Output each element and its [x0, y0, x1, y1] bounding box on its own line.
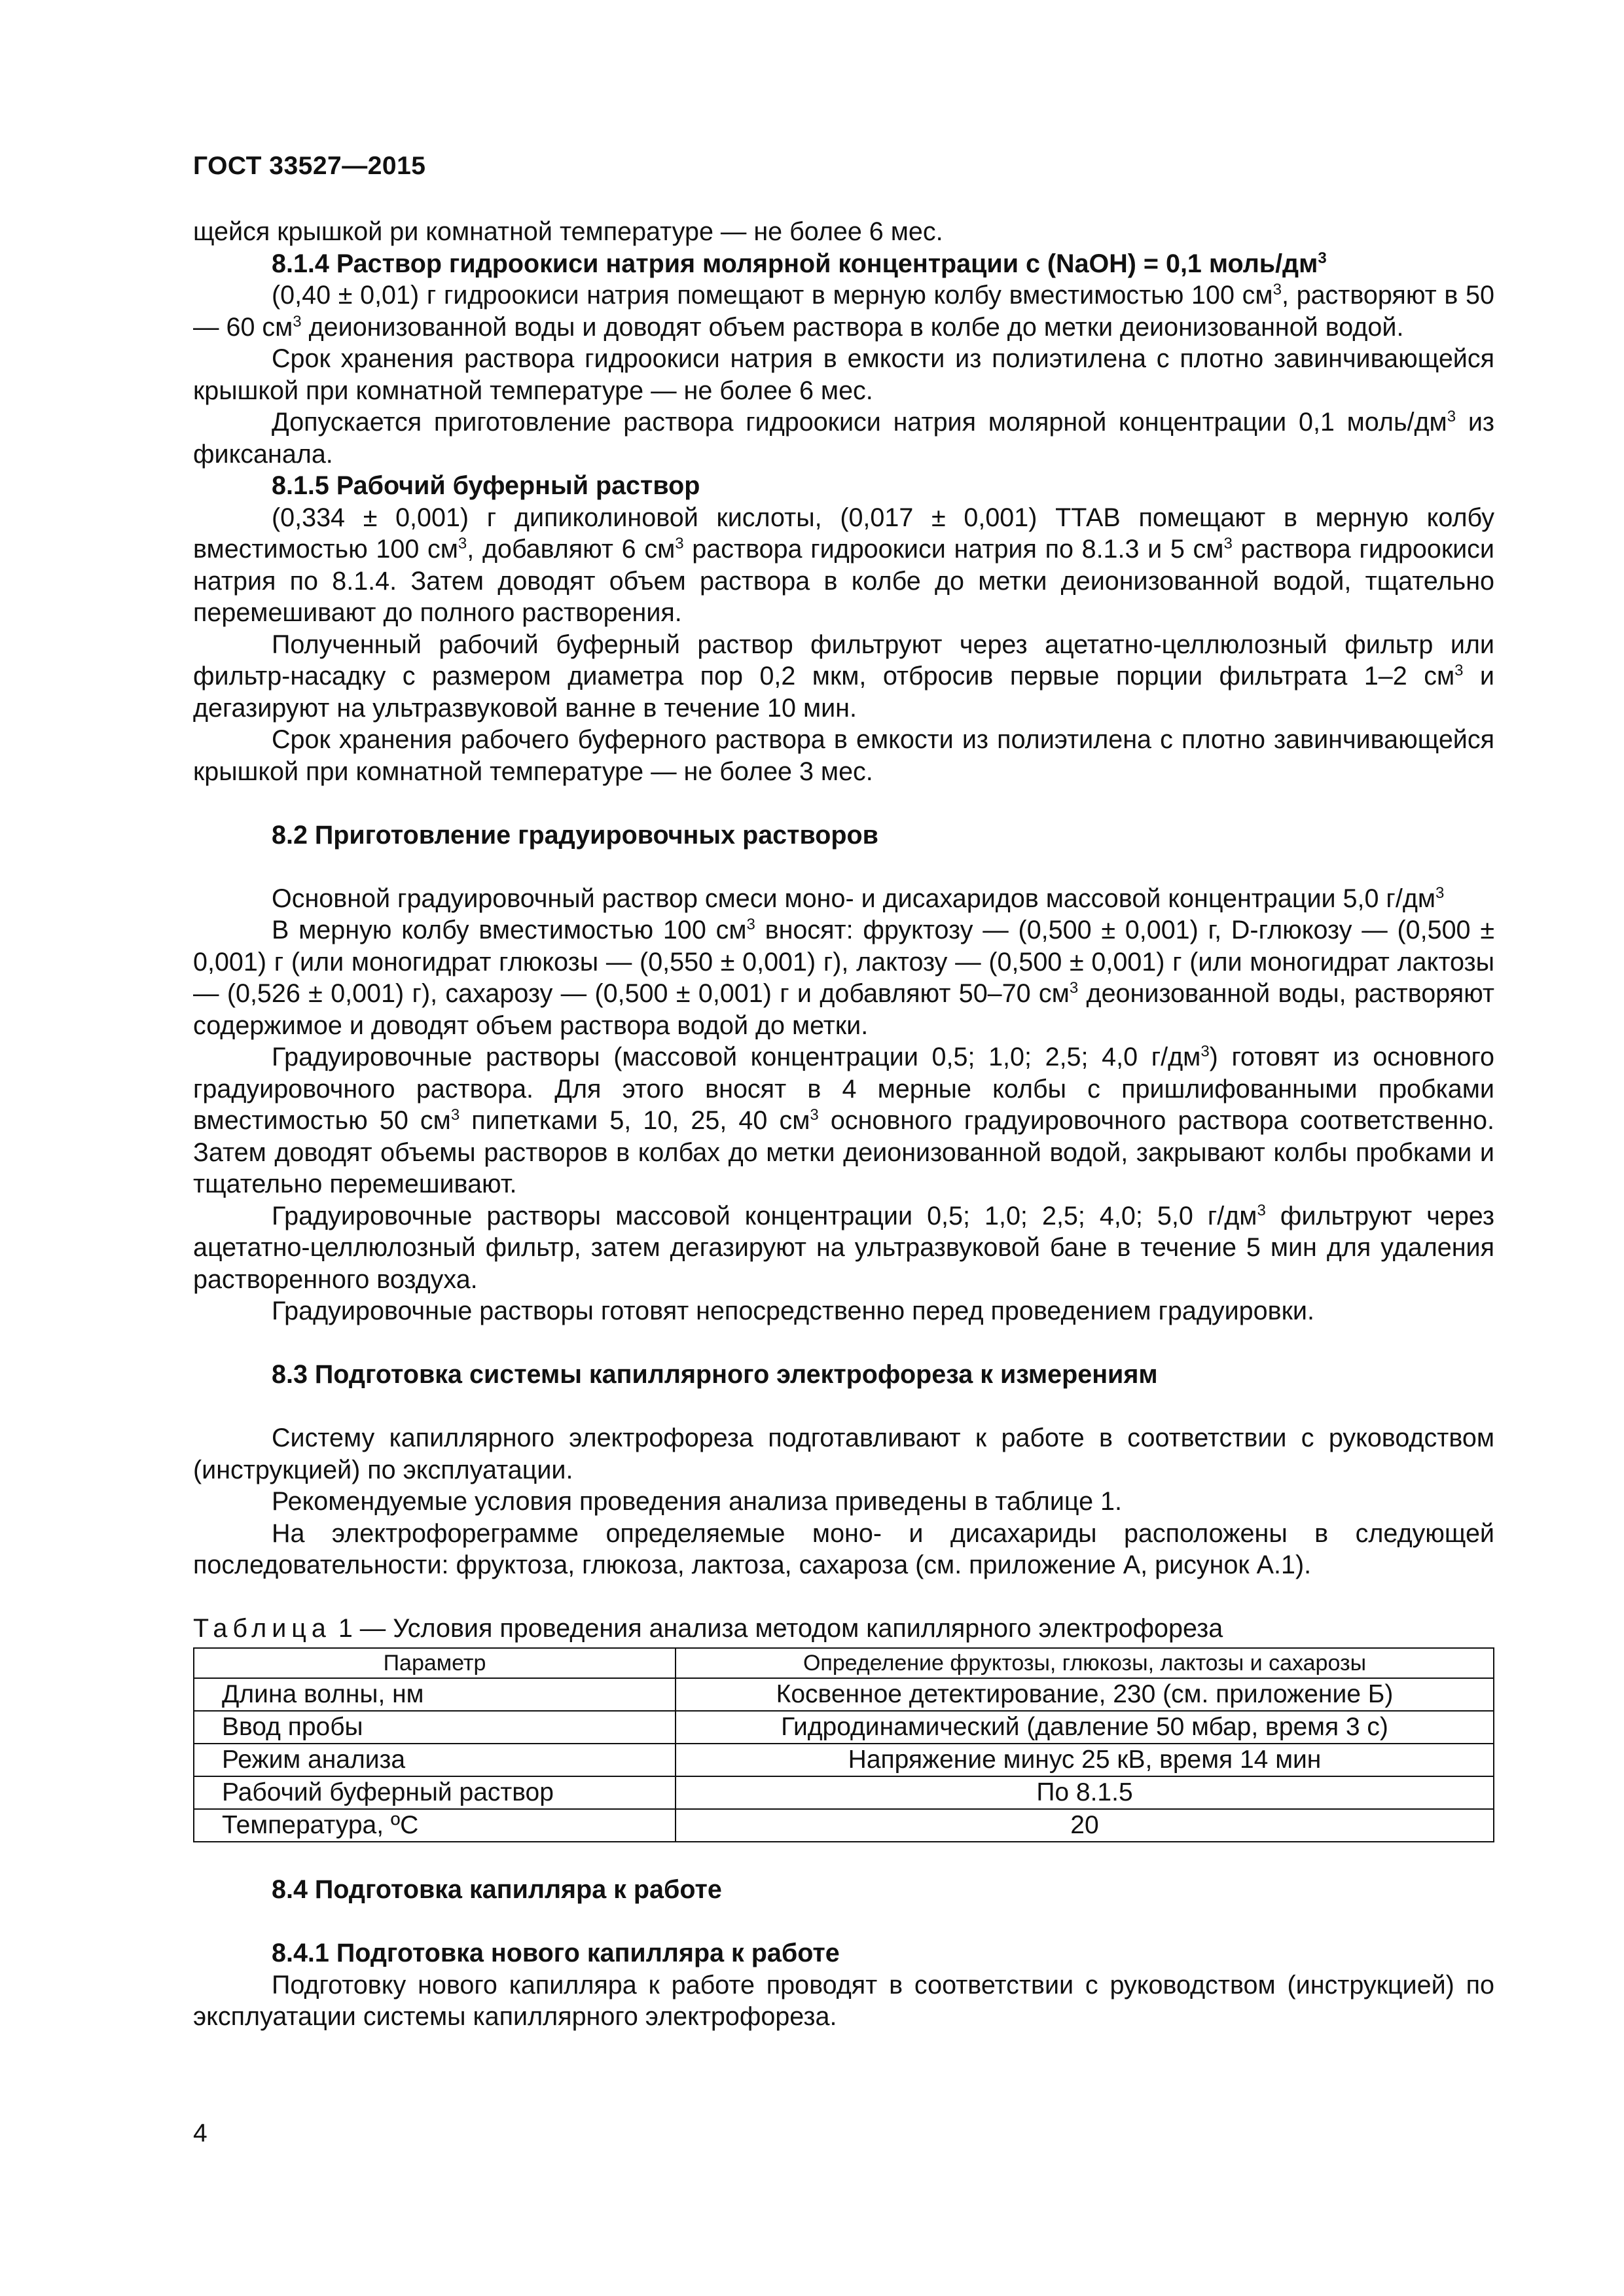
superscript: 3: [293, 312, 302, 331]
superscript: 3: [1435, 884, 1445, 902]
paragraph-text: Градуировочные растворы готовят непосредственно перед проведением градуировки.: [272, 1297, 1314, 1325]
paragraph-text: пипетками 5, 10, 25, 40 см: [460, 1106, 810, 1135]
table-cell-value: Косвенное детектирование, 230 (см. приложение Б): [676, 1678, 1494, 1711]
paragraph-text: из фиксанала.: [193, 408, 1494, 469]
paragraph: [193, 914, 1494, 1041]
document-header: ГОСТ 33527—2015: [193, 152, 426, 180]
heading-text: 8.4 Подготовка капилляра к работе: [272, 1875, 722, 1904]
paragraph-text: фильтруют через ацетатно-целлюлозный фильтр, затем дегазируют на ультразвуковой бане в течение 5 мин для удаления растворенного воздуха.: [193, 1201, 1494, 1294]
document-body: [193, 216, 1494, 2033]
paragraph-text: раствора гидроокиси натрия по 8.1.3 и 5 см: [683, 535, 1224, 564]
paragraph: [193, 1518, 1494, 1581]
section-heading-8-2: [193, 819, 1494, 852]
paragraph-text: основного градуировочного раствора соответственно. Затем доводят объемы растворов в колбах до метки деионизованной водой, закрывают колбы пробками и тщательно перемешивают.: [193, 1106, 1494, 1198]
superscript: 3: [1272, 280, 1282, 298]
spacer: [193, 787, 1494, 819]
superscript: 3: [810, 1105, 819, 1124]
paragraph-text: Допускается приготовление раствора гидроокиси натрия молярной концентрации 0,1 моль/дм: [272, 408, 1447, 437]
paragraph: [193, 629, 1494, 725]
table-cell-value: По 8.1.5: [676, 1776, 1494, 1809]
superscript: 3: [1447, 407, 1456, 425]
superscript: 3: [1318, 249, 1327, 267]
spacer: [193, 1327, 1494, 1359]
table-row: [194, 1744, 1494, 1776]
paragraph-text: вносят: фруктозу — (0,500 ± 0,001) г, D-глюкозу — (0,500 ± 0,001) г (или моногидрат глюкозы — (0,550 ± 0,001) г), лактозу — (0,500 ± 0,001) г (или моногидрат лактозы — (0,526 ± 0,001) г), сахарозу — (0,500 ± 0,001) г и добавляют 50–70 см: [193, 916, 1494, 1008]
paragraph-text: щейся крышкой ри комнатной температуре — не более 6 мес.: [193, 217, 943, 246]
paragraph: [193, 724, 1494, 787]
table-row: [194, 1776, 1494, 1809]
paragraph: [193, 406, 1494, 470]
paragraph-text: Градуировочные растворы массовой концентрации 0,5; 1,0; 2,5; 4,0; 5,0 г/дм: [272, 1201, 1257, 1230]
heading-text: 8.1.5 Рабочий буферный раствор: [272, 471, 700, 500]
table-cell-parameter: Рабочий буферный раствор: [194, 1776, 676, 1809]
paragraph-text: Основной градуировочный раствор смеси моно- и дисахаридов массовой концентрации 5,0 г/дм: [272, 884, 1436, 913]
table-cell-value: 20: [676, 1809, 1494, 1842]
paragraph-text: Градуировочные растворы (массовой концентрации 0,5; 1,0; 2,5; 4,0 г/дм: [272, 1043, 1201, 1071]
superscript: 3: [1223, 534, 1233, 552]
table-caption-label: Таблица: [193, 1614, 331, 1643]
paragraph: [193, 343, 1494, 406]
table-row: [194, 1711, 1494, 1744]
superscript: 3: [1257, 1201, 1266, 1219]
table-row: [194, 1809, 1494, 1842]
paragraph: [193, 1200, 1494, 1296]
table-row: [194, 1678, 1494, 1711]
paragraph: [193, 1295, 1494, 1327]
superscript: 3: [746, 915, 755, 933]
section-heading-8-3: [193, 1359, 1494, 1391]
paragraph-text: (0,40 ± 0,01) г гидроокиси натрия помещают в мерную колбу вместимостью 100 см: [272, 281, 1273, 310]
section-heading-8-4: [193, 1874, 1494, 1906]
paragraph-text: Рекомендуемые условия проведения анализа приведены в таблице 1.: [272, 1487, 1122, 1516]
table-header-row: [194, 1648, 1494, 1678]
subsection-heading-8-1-4: [193, 248, 1494, 280]
superscript: 3: [1069, 978, 1079, 997]
superscript: 3: [1454, 661, 1464, 679]
paragraph: [193, 1041, 1494, 1200]
paragraph-text: На электрофореграмме определяемые моно- и дисахариды расположены в следующей последовательности: фруктоза, глюкоза, лактоза, сахароза (см. приложение А, рисунок А.1).: [193, 1518, 1494, 1579]
heading-text: 8.1.4 Раствор гидроокиси натрия молярной концентрации с (NaOH) = 0,1 моль/дм: [272, 249, 1318, 278]
paragraph-text: Полученный рабочий буферный раствор фильтруют через ацетатно-целлюлозный фильтр или фильтр-насадку с размером диаметра пор 0,2 мкм, отбросив первые порции фильтрата 1–2 см: [193, 630, 1494, 691]
paragraph-text: и дегазируют на ультразвуковой ванне в течение 10 мин.: [193, 662, 1494, 723]
table-cell-parameter: Длина волны, нм: [194, 1678, 676, 1711]
paragraph-text: Срок хранения рабочего буферного раствора в емкости из полиэтилена с плотно завинчивающейся крышкой при комнатной температуре — не более 3 мес.: [193, 725, 1494, 786]
paragraph: [193, 1486, 1494, 1518]
subsection-heading-8-1-5: [193, 470, 1494, 502]
page-number: 4: [193, 2119, 208, 2147]
spacer: [193, 1842, 1494, 1874]
paragraph: [193, 502, 1494, 629]
subsection-heading-8-4-1: [193, 1937, 1494, 1969]
paragraph-text: ) готовят из основного градуировочного раствора. Для этого вносят в 4 мерные колбы с пришлифованными пробками вместимостью 50 см: [193, 1043, 1494, 1135]
paragraph-text: деонизованной воды, растворяют содержимое и доводят объем раствора водой до метки.: [193, 979, 1494, 1040]
heading-text: 8.4.1 Подготовка нового капилляра к работе: [272, 1939, 840, 1967]
paragraph-text: , растворяют в 50 — 60 см: [193, 281, 1494, 342]
superscript: 3: [450, 1105, 460, 1124]
heading-text: 8.2 Приготовление градуировочных растворов: [272, 820, 878, 850]
paragraph: [193, 883, 1494, 915]
paragraph: [193, 1969, 1494, 2033]
table-cell-parameter: Ввод пробы: [194, 1711, 676, 1744]
table-header-cell: Определение фруктозы, глюкозы, лактозы и сахарозы: [676, 1648, 1494, 1678]
spacer: [193, 1581, 1494, 1613]
spacer: [193, 1391, 1494, 1423]
paragraph: [193, 1422, 1494, 1486]
spacer: [193, 851, 1494, 883]
paragraph: [193, 279, 1494, 343]
paragraph-text: В мерную колбу вместимостью 100 см: [272, 916, 747, 944]
paragraph-text: Систему капиллярного электрофореза подготавливают к работе в соответствии с руководством (инструкцией) по эксплуатации.: [193, 1424, 1494, 1484]
table-cell-value: Напряжение минус 25 кВ, время 14 мин: [676, 1744, 1494, 1776]
superscript: 3: [675, 534, 684, 552]
paragraph: [193, 216, 1494, 248]
table-cell-parameter: Режим анализа: [194, 1744, 676, 1776]
paragraph-text: , добавляют 6 см: [467, 535, 676, 564]
table-cell-parameter: Температура, ºС: [194, 1809, 676, 1842]
paragraph-text: раствора гидроокиси натрия по 8.1.4. Затем доводят объем раствора в колбе до метки деионизованной водой, тщательно перемешивают до полного растворения.: [193, 535, 1494, 627]
paragraph-text: Подготовку нового капилляра к работе проводят в соответствии с руководством (инструкцией) по эксплуатации системы капиллярного электрофореза.: [193, 1970, 1494, 2031]
paragraph-text: деионизованной воды и доводят объем раствора в колбе до метки деионизованной водой.: [301, 312, 1404, 342]
spacer: [193, 1906, 1494, 1938]
paragraph-text: (0,334 ± 0,001) г дипиколиновой кислоты, (0,017 ± 0,001) ТТАВ помещают в мерную колбу вместимостью 100 см: [193, 503, 1494, 564]
superscript: 3: [1200, 1042, 1210, 1060]
conditions-table: [193, 1647, 1494, 1842]
table-cell-value: Гидродинамический (давление 50 мбар, время 3 с): [676, 1711, 1494, 1744]
table-caption-text: 1 — Условия проведения анализа методом капиллярного электрофореза: [331, 1614, 1223, 1643]
heading-text: 8.3 Подготовка системы капиллярного электрофореза к измерениям: [272, 1360, 1158, 1389]
paragraph-text: Срок хранения раствора гидроокиси натрия в емкости из полиэтилена с плотно завинчивающейся крышкой при комнатной температуре — не более 6 мес.: [193, 344, 1494, 405]
superscript: 3: [458, 534, 467, 552]
table-caption: [193, 1613, 1494, 1645]
table-header-cell: Параметр: [194, 1648, 676, 1678]
